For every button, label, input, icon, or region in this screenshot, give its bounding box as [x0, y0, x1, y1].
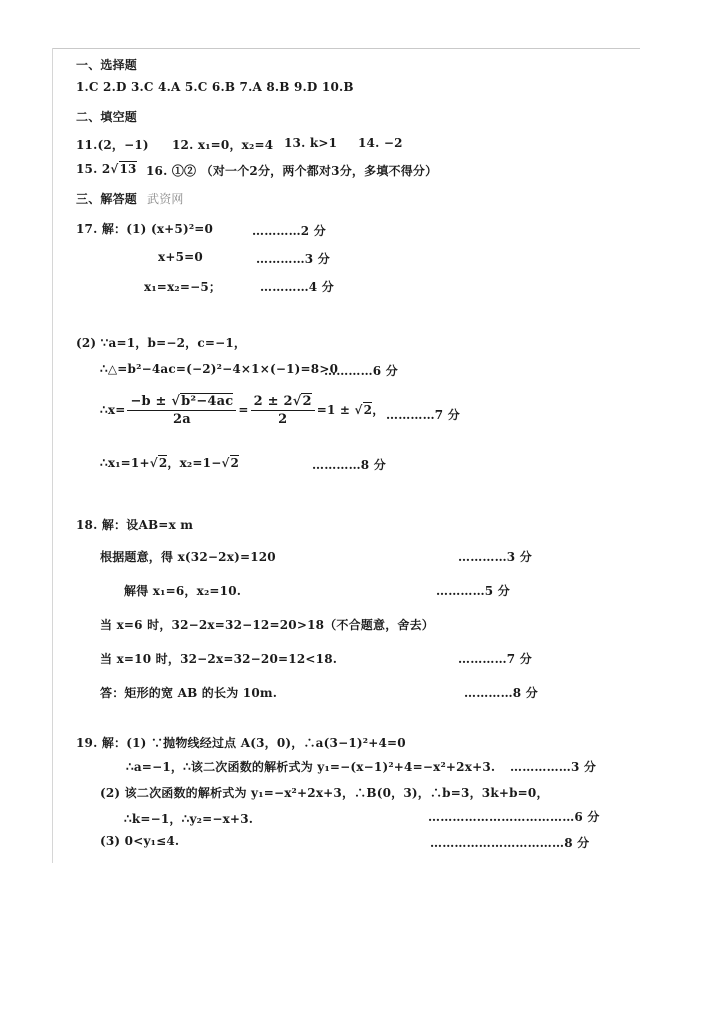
q19-part2-result: ∴k=−1，∴y₂=−x+3. [124, 812, 254, 826]
q17-discriminant: ∴△=b²−4ac=(−2)²−4×1×(−1)=8>0 [100, 362, 339, 376]
q18-score-3: …………7 分 [458, 652, 532, 666]
q18-score-1: …………3 分 [458, 550, 532, 564]
numerator-text: −b ± [130, 394, 172, 409]
q19-score-1: ……………3 分 [510, 760, 597, 774]
sqrt-symbol: √ [292, 394, 302, 409]
q19-score-2: ………………………………6 分 [428, 810, 600, 824]
q18-score-4: …………8 分 [464, 686, 538, 700]
q18-answer: 答：矩形的宽 AB 的长为 10m. [100, 686, 278, 700]
fraction-numerator [127, 394, 236, 411]
fill-answer-12: 12. x₁=0，x₂=4 [172, 138, 274, 152]
q17-step3: x₁=x₂=−5； [144, 280, 222, 294]
q18-solution: 解得 x₁=6，x₂=10. [124, 584, 242, 598]
radicand: 2 [363, 403, 373, 417]
q17-quadratic-formula [100, 394, 384, 427]
q17-score-4: …………6 分 [324, 364, 398, 378]
q18-score-2: …………5 分 [436, 584, 510, 598]
equals-sign: = [238, 403, 249, 417]
scan-edge-top [52, 48, 640, 49]
q17-score-1: …………2 分 [252, 224, 326, 238]
q19-part3: (3) 0<y₁≤4. [100, 834, 180, 848]
sqrt-symbol: √ [354, 403, 363, 417]
q18-check-10: 当 x=10 时，32−2x=32−20=12<18. [100, 652, 338, 666]
q17-score-5: …………7 分 [386, 408, 460, 422]
q17-score-3: …………4 分 [260, 280, 334, 294]
q17-part1-equation: 17. 解：(1) (x+5)²=0 [76, 222, 214, 236]
q17-score-6: …………8 分 [312, 458, 386, 472]
radicand: 2 [230, 456, 240, 470]
formula-lead: ∴x= [100, 403, 126, 417]
roots-text-2: ，x₂=1− [167, 456, 222, 470]
section-heading-solutions [76, 190, 184, 207]
q19-part1-result: ∴a=−1，∴该二次函数的解析式为 y₁=−(x−1)²+4=−x²+2x+3. [126, 760, 496, 774]
roots-text-1: ∴x₁=1+ [100, 456, 150, 470]
fraction-denominator: 2a [172, 412, 191, 427]
q19-part2: (2) 该二次函数的解析式为 y₁=−x²+2x+3，∴B(0，3)，∴b=3，3k+b=0， [100, 786, 549, 800]
section-heading-solutions-text: 三、解答题 [76, 192, 138, 206]
q17-part2-coefficients: (2) ∵a=1，b=−2，c=−1， [76, 336, 247, 350]
section-heading-fill-blank: 二、填空题 [76, 110, 138, 124]
fraction-numerator [251, 394, 315, 411]
formula-fraction-numeric [251, 394, 315, 427]
sqrt-symbol: √ [149, 456, 158, 470]
q19-score-3: ……………………………8 分 [430, 836, 590, 850]
fill-answer-11: 11.(2，−1) [76, 138, 149, 152]
q19-part1: 19. 解：(1) ∵抛物线经过点 A(3，0)，∴a(3−1)²+4=0 [76, 736, 406, 750]
radicand: 2 [302, 394, 312, 409]
q17-score-2: …………3 分 [256, 252, 330, 266]
q18-check-6: 当 x=6 时，32−2x=32−12=20>18（不合题意，舍去） [100, 618, 434, 632]
fill-answer-15 [76, 162, 137, 176]
fill-answer-16: 16. ①② （对一个2分，两个都对3分，多填不得分） [146, 164, 438, 178]
fill-answer-14: 14. −2 [358, 136, 403, 150]
sqrt-symbol: √ [171, 394, 181, 409]
q18-equation: 根据题意，得 x(32−2x)=120 [100, 550, 276, 564]
q15-prefix: 15. 2 [76, 162, 111, 176]
radicand: 2 [158, 456, 168, 470]
q18-setup: 18. 解：设AB=x m [76, 518, 194, 532]
formula-fraction-general [127, 394, 236, 427]
simplified-lead: =1 ± [316, 403, 355, 417]
sqrt-symbol: √ [110, 162, 119, 176]
scan-edge-left [52, 48, 53, 863]
section-heading-multiple-choice: 一、选择题 [76, 58, 138, 72]
q17-step2: x+5=0 [158, 250, 203, 264]
radicand: b²−4ac [181, 394, 234, 409]
fraction-denominator: 2 [278, 412, 288, 427]
numerator-text: 2 ± 2 [253, 394, 293, 409]
simplified-tail: ， [372, 403, 385, 417]
mc-answers: 1.C 2.D 3.C 4.A 5.C 6.B 7.A 8.B 9.D 10.B [76, 80, 354, 94]
q15-radicand: 13 [119, 162, 137, 176]
fill-answer-13: 13. k>1 [284, 136, 338, 150]
watermark-logo: 武资网 [147, 192, 184, 206]
q17-roots [100, 454, 239, 471]
sqrt-symbol: √ [221, 456, 230, 470]
